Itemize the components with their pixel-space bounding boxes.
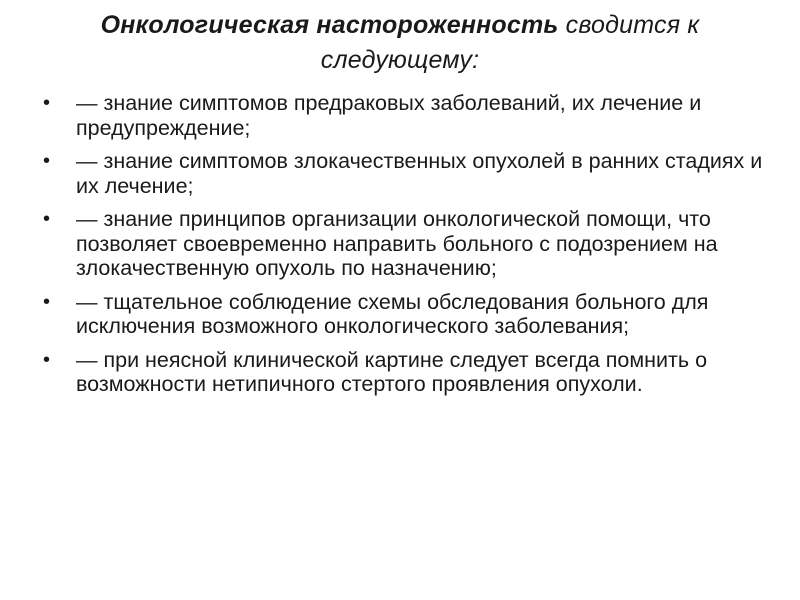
bullet-item: [40, 290, 770, 339]
bullet-text: — тщательное соблюдение схемы обследования больного для исключения возможного онкологического заболевания;: [76, 289, 709, 338]
bullet-item: [40, 91, 770, 140]
bullet-dot-icon: •: [43, 208, 51, 230]
bullet-list: [40, 91, 770, 406]
bullet-text: — знание принципов организации онкологической помощи, что позволяет своевременно направить больного с подозрением на злокачественную опухоль по назначению;: [76, 207, 718, 280]
slide-title: [40, 8, 760, 78]
bullet-text: — при неясной клинической картине следует всегда помнить о возможности нетипичного стертого проявления опухоли.: [76, 347, 708, 396]
bullet-dot-icon: •: [43, 348, 51, 371]
slide-title-rest: сводится к следующему:: [320, 11, 700, 74]
bullet-item: [40, 207, 770, 281]
bullet-dot-icon: •: [43, 290, 51, 313]
bullet-item: [40, 348, 770, 397]
bullet-item: [40, 149, 770, 198]
slide-title-bold: Онкологическая настороженность: [100, 11, 559, 39]
bullet-dot-icon: •: [43, 92, 51, 114]
bullet-dot-icon: •: [43, 150, 51, 172]
bullet-text: — знание симптомов предраковых заболеваний, их лечение и предупреждение;: [76, 91, 702, 140]
bullet-text: — знание симптомов злокачественных опухолей в ранних стадиях и их лечение;: [76, 149, 763, 198]
